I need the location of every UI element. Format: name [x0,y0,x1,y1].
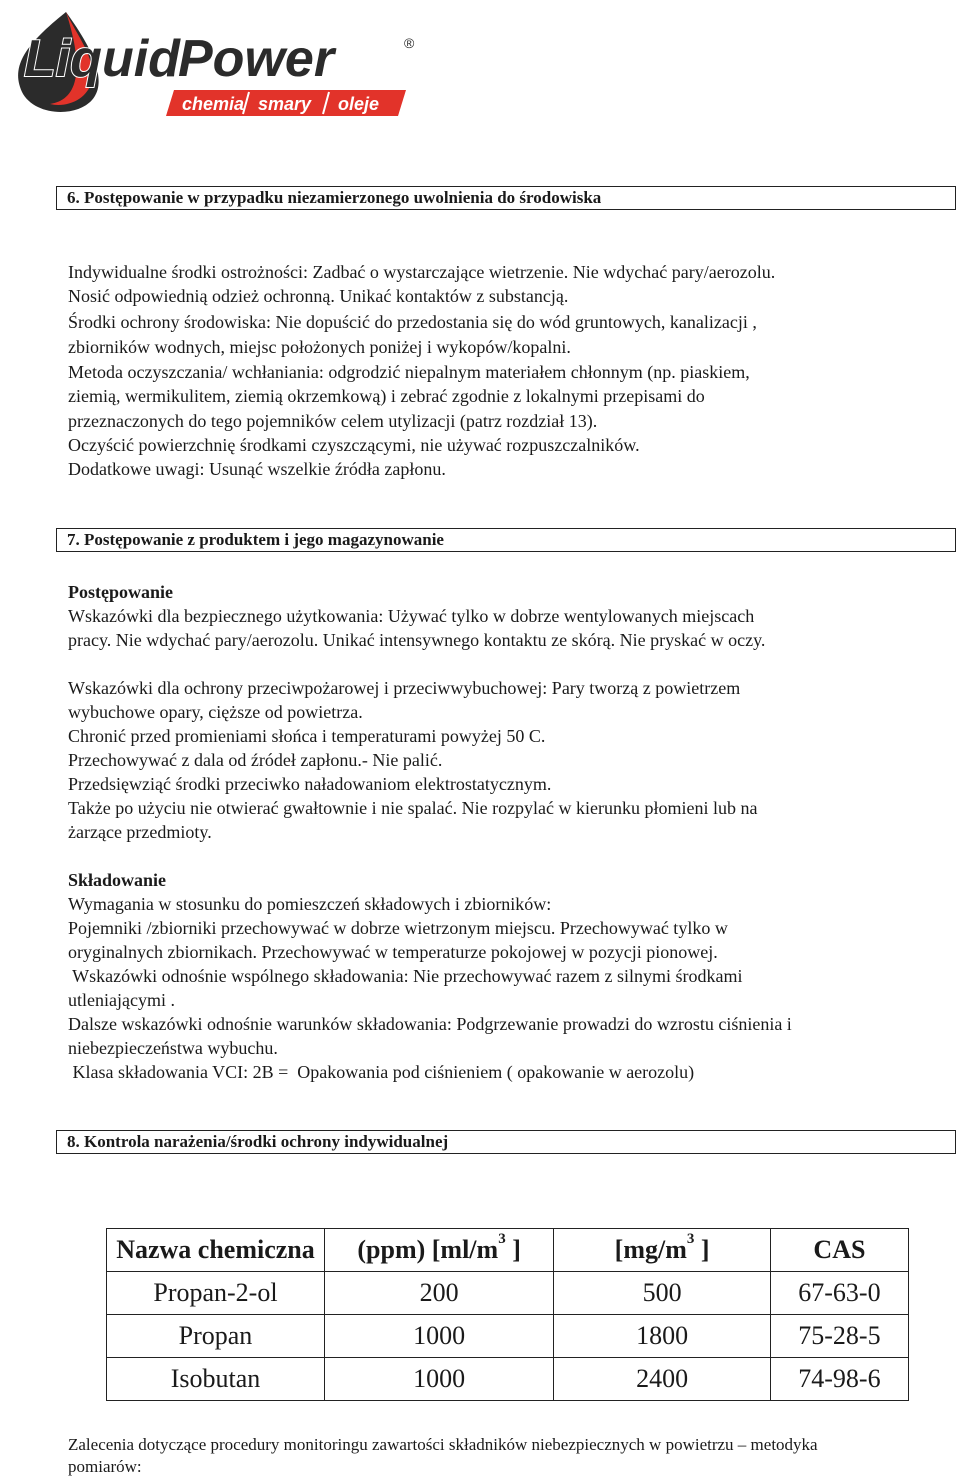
table-header-cell: [$mg/m^3$ ] [554,1229,771,1272]
section-6-line: Oczyścić powierzchnię środkami czyszczącymi, nie używać rozpuszczalników. [68,435,640,455]
section-6-line: przeznaczonych do tego pojemników celem utylizacji (patrz rozdział 13). [68,411,598,431]
table-header-cell: CAS [770,1229,908,1272]
fire-line: żarzące przedmioty. [68,822,212,842]
section-7-header: 7. Postępowanie z produktem i jego magazynowanie [56,528,956,552]
fire-line: Wskazówki dla ochrony przeciwpożarowej i przeciwwybuchowej: Pary tworzą z powietrzem [68,678,741,698]
storage-line: Wskazówki odnośnie wspólnego składowania: Nie przechowywać razem z silnymi środkami [68,966,743,986]
section-6-line: Metoda oczyszczania/ wchłaniania: odgrodzić niepalnym materiałem chłonnym (np. piaskiem, [68,362,750,382]
handling-heading: Postępowanie [68,582,173,602]
logo-tagline-3: oleje [338,94,380,114]
table-cell: 75-28-5 [770,1315,908,1358]
fire-line: Także po użyciu nie otwierać gwałtownie i nie spalać. Nie rozpylać w kierunku płomieni lub na [68,798,758,818]
footer-line: Zalecenia dotyczące procedury monitoringu zawartości składników niebezpiecznych w powietrzu – metodyka [68,1435,818,1454]
storage-line: Dalsze wskazówki odnośnie warunków składowania: Podgrzewanie prowadzi do wzrostu ciśnienia i [68,1014,792,1034]
fire-line: Przechowywać z dala od źródeł zapłonu.- Nie palić. [68,750,443,770]
fire-line: Przedsięwziąć środki przeciwko naładowaniom elektrostatycznym. [68,774,552,794]
table-row [107,1315,909,1358]
storage-heading: Składowanie [68,870,167,890]
section-6-line: Dodatkowe uwagi: Usunąć wszelkie źródła zapłonu. [68,459,446,479]
logo-word-power: Power [178,30,335,88]
table-header-cell: (ppm) [$ml/m^3$ ] [324,1229,553,1272]
table-cell: 67-63-0 [770,1272,908,1315]
logo-registered: ® [404,35,415,51]
exposure-limits-table [106,1228,909,1401]
fire-line: Chronić przed promieniami słońca i temperaturami powyżej 50 C. [68,726,546,746]
logo-tagline-2: smary [258,94,312,114]
table-row [107,1272,909,1315]
table-header-cell: Nazwa chemiczna [107,1229,325,1272]
logo-tagline-1: chemia [182,94,245,114]
table-cell: 74-98-6 [770,1358,908,1401]
storage-line: Klasa składowania VCI: 2B = Opakowania pod ciśnieniem ( opakowanie w aerozolu) [68,1062,695,1082]
storage-line: oryginalnych zbiornikach. Przechowywać w temperaturze pokojowej w pozycji pionowej. [68,942,718,962]
section-6-line: zbiorników wodnych, miejsc położonych poniżej i wykopów/kopalni. [68,337,571,357]
table-header-row [107,1229,909,1272]
table-cell: 500 [554,1272,771,1315]
storage-line: Wymagania w stosunku do pomieszczeń składowych i zbiorników: [68,894,552,914]
handling-line: pracy. Nie wdychać pary/aerozolu. Unikać intensywnego kontaktu ze skórą. Nie pryskać w oczy. [68,630,766,650]
table-cell: Isobutan [107,1358,325,1401]
table-cell: 1000 [324,1358,553,1401]
fire-line: wybuchowe opary, cięższe od powietrza. [68,702,363,722]
table-cell: Propan [107,1315,325,1358]
table-cell: Propan-2-ol [107,1272,325,1315]
table-cell: 1000 [324,1315,553,1358]
storage-line: Pojemniki /zbiorniki przechowywać w dobrze wietrzonym miejscu. Przechowywać tylko w [68,918,728,938]
logo-word-liquid: Liquid [24,30,180,88]
section-6-header: 6. Postępowanie w przypadku niezamierzonego uwolnienia do środowiska [56,186,956,210]
table-cell: 2400 [554,1358,771,1401]
section-6-line: Nosić odpowiednią odzież ochronną. Unikać kontaktów z substancją. [68,286,569,306]
storage-line: utleniającymi . [68,990,175,1010]
section-6-line: Indywidualne środki ostrożności: Zadbać o wystarczające wietrzenie. Nie wdychać pary/aerozolu. [68,262,776,282]
table-row [107,1358,909,1401]
brand-logo [6,4,426,124]
storage-line: niebezpieczeństwa wybuchu. [68,1038,278,1058]
section-8-header: 8. Kontrola narażenia/środki ochrony indywidualnej [56,1130,956,1154]
section-6-line: ziemią, wermikulitem, ziemią okrzemkową) i zebrać zgodnie z lokalnymi przepisami do [68,386,705,406]
table-cell: 200 [324,1272,553,1315]
logo-graphic [6,4,426,124]
table-cell: 1800 [554,1315,771,1358]
section-6-line: Środki ochrony środowiska: Nie dopuścić do przedostania się do wód gruntowych, kanalizacji , [68,312,757,332]
footer-line: pomiarów: [68,1457,142,1476]
handling-line: Wskazówki dla bezpiecznego użytkowania: Używać tylko w dobrze wentylowanych miejscach [68,606,755,626]
